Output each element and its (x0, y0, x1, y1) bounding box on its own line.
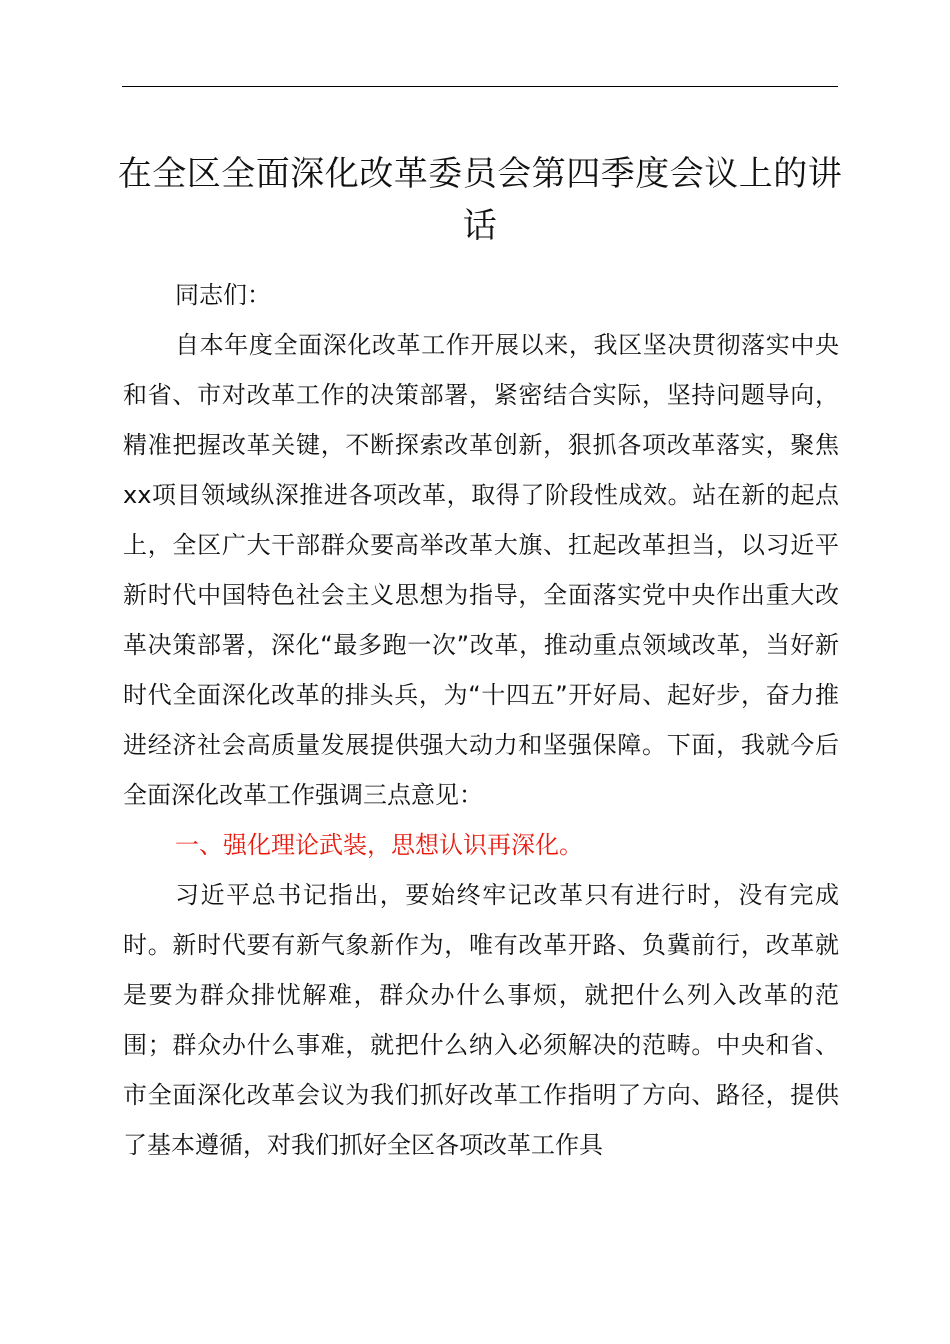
intro-paragraph: 自本年度全面深化改革工作开展以来，我区坚决贯彻落实中央和省、市对改革工作的决策部署，紧密结合实际，坚持问题导向，精准把握改革关键，不断探索改革创新，狠抓各项改革落实，聚焦xx项目领域纵深推进各项改革，取得了阶段性成效。站在新的起点上，全区广大干部群众要高举改革大旗、扛起改革担当，以习近平新时代中国特色社会主义思想为指导，全面落实党中央作出重大改革决策部署，深化“最多跑一次”改革，推动重点领域改革，当好新时代全面深化改革的排头兵，为“十四五”开好局、起好步，奋力推进经济社会高质量发展提供强大动力和坚强保障。下面，我就今后全面深化改革工作强调三点意见： (123, 331, 839, 809)
salutation: 同志们： (175, 281, 271, 309)
section-paragraph: 习近平总书记指出，要始终牢记改革只有进行时，没有完成时。新时代要有新气象新作为，唯有改革开路、负冀前行，改革就是要为群众排忧解难，群众办什么事烦，就把什么列入改革的范围；群众办什么事难，就把什么纳入必须解决的范畴。中央和省、市全面深化改革会议为我们抓好改革工作指明了方向、路径，提供了基本遵循，对我们抓好全区各项改革工作具 (123, 881, 839, 1159)
header-rule (122, 86, 838, 87)
document-title: 在全区全面深化改革委员会第四季度会议上的讲话 (117, 154, 843, 246)
section-heading: 一、强化理论武装，思想认识再深化。 (175, 831, 583, 859)
document-body (123, 270, 839, 1170)
